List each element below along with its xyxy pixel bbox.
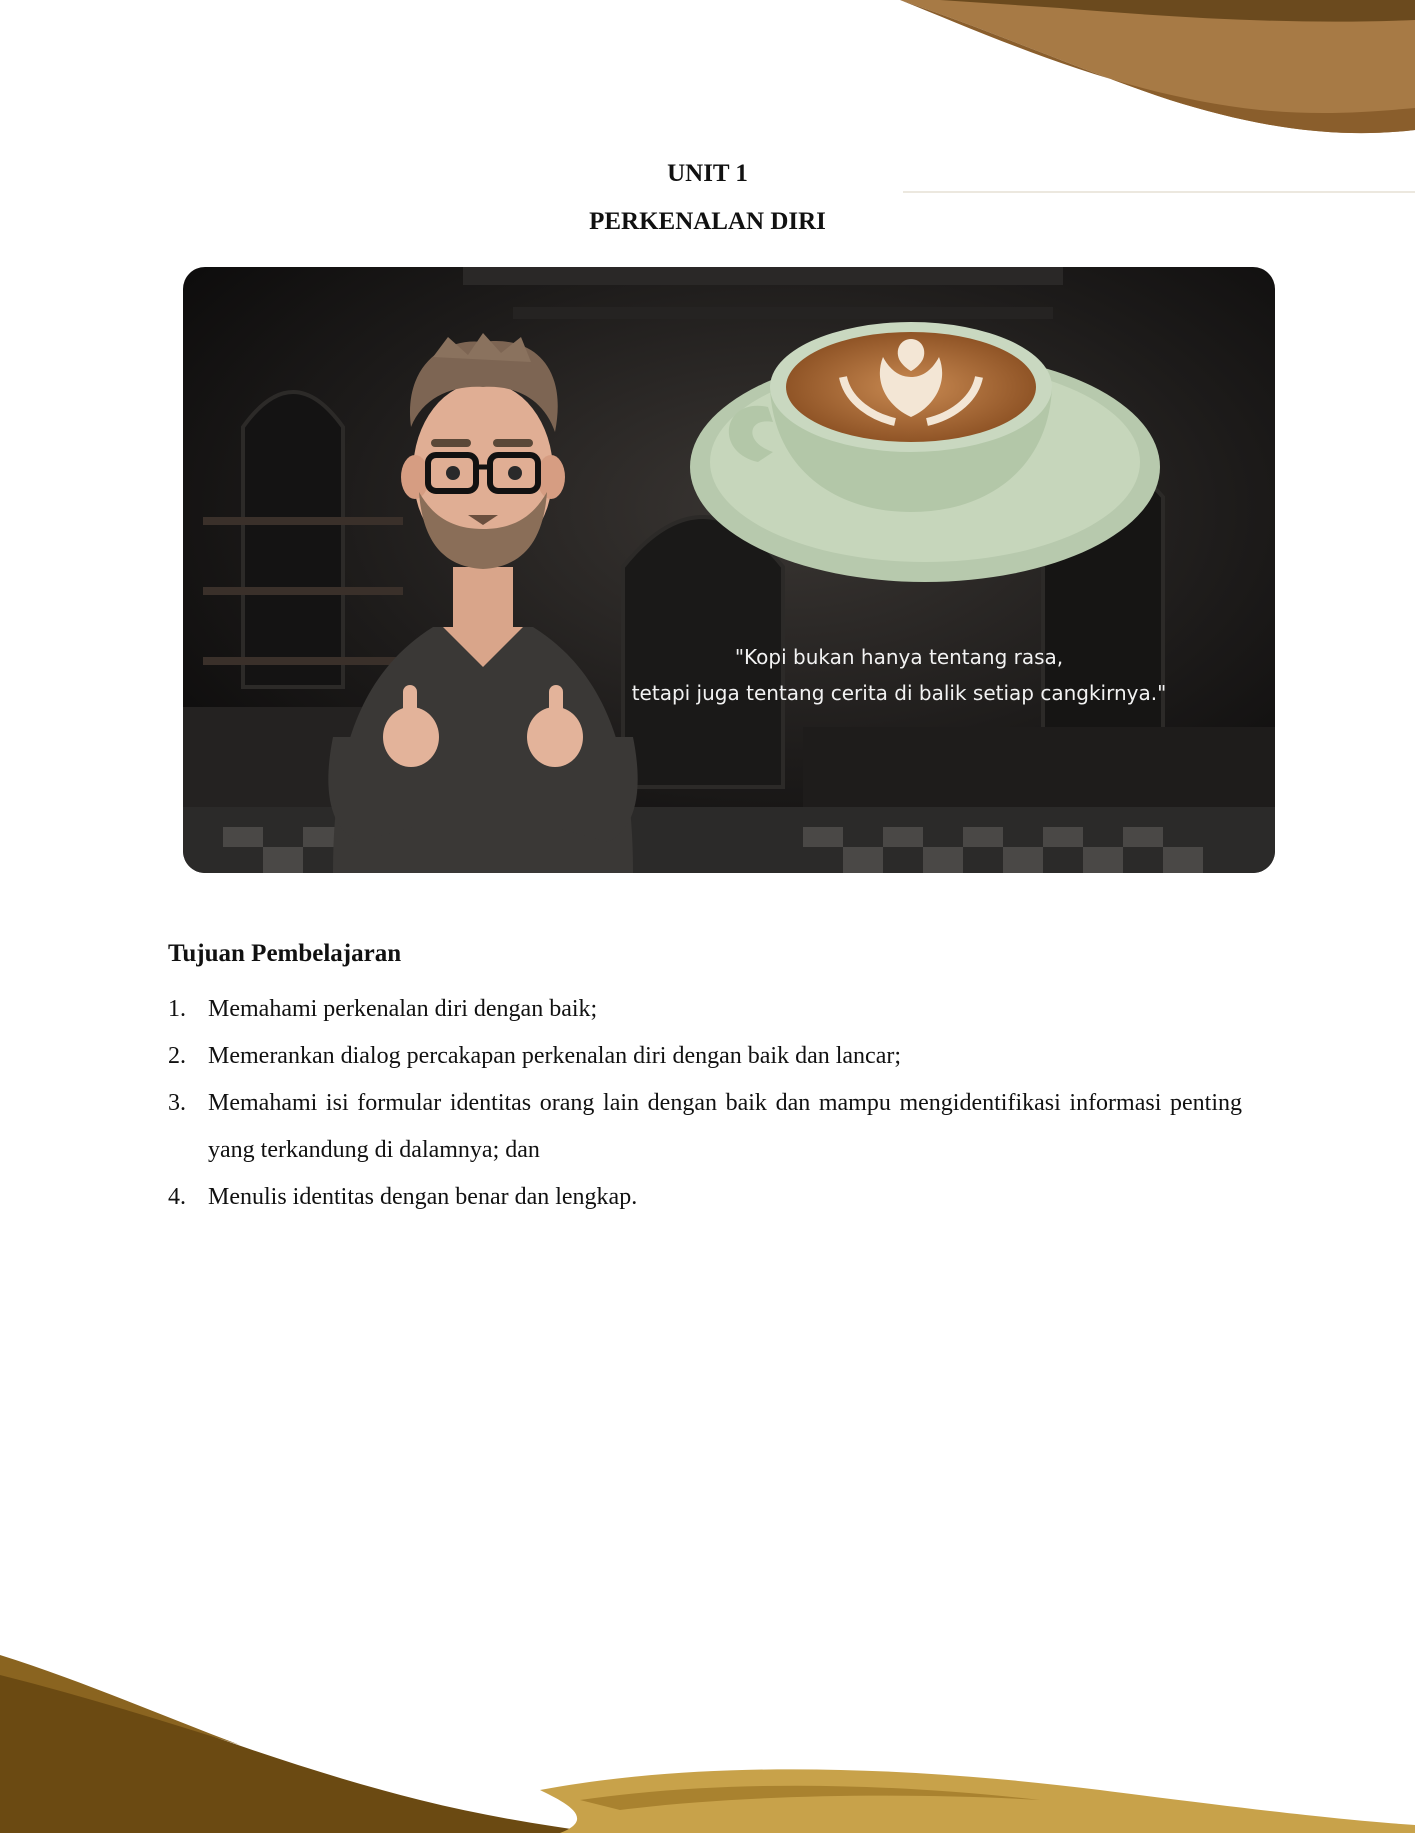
objective-number: 4. <box>168 1184 186 1210</box>
objective-text: Memerankan dialog percakapan perkenalan diri dengan baik dan lancar; <box>208 1043 902 1069</box>
unit-title: PERKENALAN DIRI <box>589 208 826 235</box>
learning-objectives-heading: Tujuan Pembelajaran <box>168 940 402 967</box>
objective-text: Menulis identitas dengan benar dan lengkap. <box>208 1184 638 1210</box>
objective-item <box>168 1080 1242 1174</box>
unit-number: UNIT 1 <box>667 160 748 187</box>
objective-item <box>168 1174 1242 1221</box>
hero-caption-line-2: tetapi juga tentang cerita di balik setiap cangkirnya." <box>631 681 1167 705</box>
objective-number: 1. <box>168 996 186 1022</box>
learning-objectives-list <box>168 986 1242 1221</box>
objective-number: 2. <box>168 1043 186 1069</box>
objective-item <box>168 1033 1242 1080</box>
objective-item <box>168 986 1242 1033</box>
objective-text: Memahami perkenalan diri dengan baik; <box>208 996 598 1022</box>
hero-illustration <box>183 267 1275 873</box>
objective-number: 3. <box>168 1090 186 1116</box>
hero-caption-line-1: "Kopi bukan hanya tentang rasa, <box>734 645 1064 669</box>
title-divider-line <box>903 191 1415 193</box>
cafe-scene-image <box>183 267 1275 873</box>
objective-text: Memahami isi formular identitas orang lain dengan baik dan mampu mengidentifikasi informasi penting yang terkandung di dalamnya; dan <box>208 1090 1242 1163</box>
